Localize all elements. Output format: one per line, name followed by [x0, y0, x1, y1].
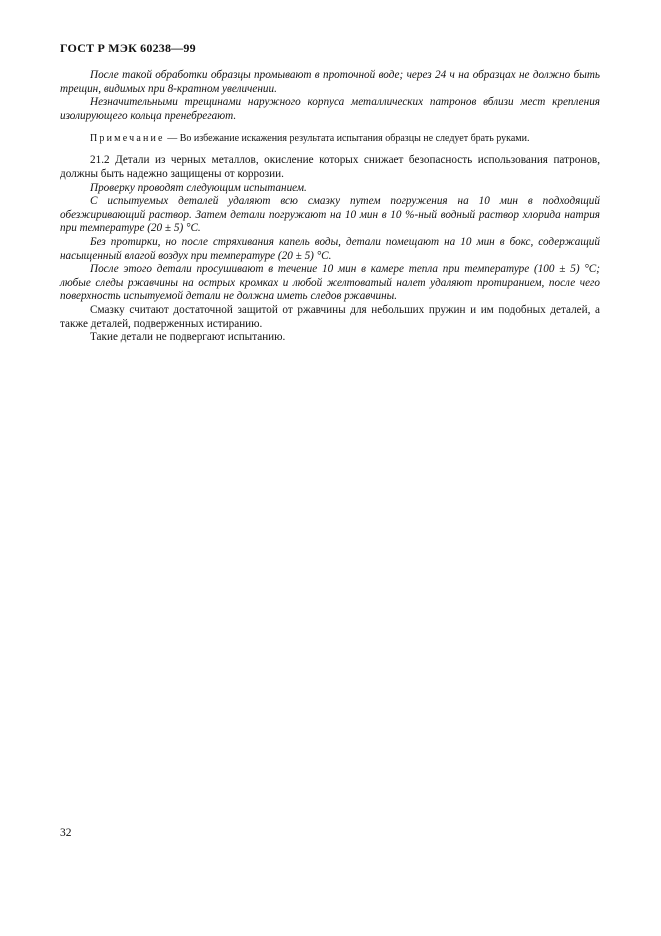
paragraph-drying: После этого детали просушивают в течение 10 мин в камере тепла при температуре (100 ± 5) °С; любые следы ржавчины на острых кромках и любой желтоватый налет удаляют протиранием, после чего поверхность испытуемой детали не должна иметь следов ржавчины. [60, 263, 600, 303]
paragraph-lubricant: Смазку считают достаточной защитой от ржавчины для небольших пружин и им подобных деталей, а также деталей, подверженных истиранию. [60, 303, 600, 330]
document-header: ГОСТ Р МЭК 60238—99 [60, 41, 196, 55]
paragraph-exempt: Такие детали не подвергают испытанию. [90, 331, 286, 344]
note-text: — Во избежание искажения результата испытания образцы не следует брать руками. [164, 133, 530, 145]
document-body [60, 69, 600, 345]
paragraph-rinse: После такой обработки образцы промывают в проточной воде; через 24 ч на образцах не должно быть трещин, видимых при 8-кратном увеличении. [60, 69, 600, 95]
paragraph-cracks: Незначительными трещинами наружного корпуса металлических патронов вблизи мест крепления изолирующего кольца пренебрегают. [60, 96, 600, 122]
page-number: 32 [60, 827, 72, 839]
paragraph-21-2: 21.2 Детали из черных металлов, окисление которых снижает безопасность использования патронов, должны быть надежно защищены от коррозии. [60, 154, 600, 180]
note [60, 132, 600, 145]
note-label: Примечание [90, 133, 165, 145]
paragraph-humid-box: Без протирки, но после стряхивания капель воды, детали помещают на 10 мин в бокс, содержащий насыщенный влагой воздух при температуре (20 ± 5) °С. [60, 235, 600, 262]
paragraph-degrease: С испытуемых деталей удаляют всю смазку путем погружения на 10 мин в подходящий обезжиривающий раствор. Затем детали погружают на 10 мин в 10 %-ный водный раствор хлорида натрия при температуре (20 ± 5) °С. [60, 195, 600, 235]
paragraph-test-intro: Проверку проводят следующим испытанием. [90, 181, 307, 194]
